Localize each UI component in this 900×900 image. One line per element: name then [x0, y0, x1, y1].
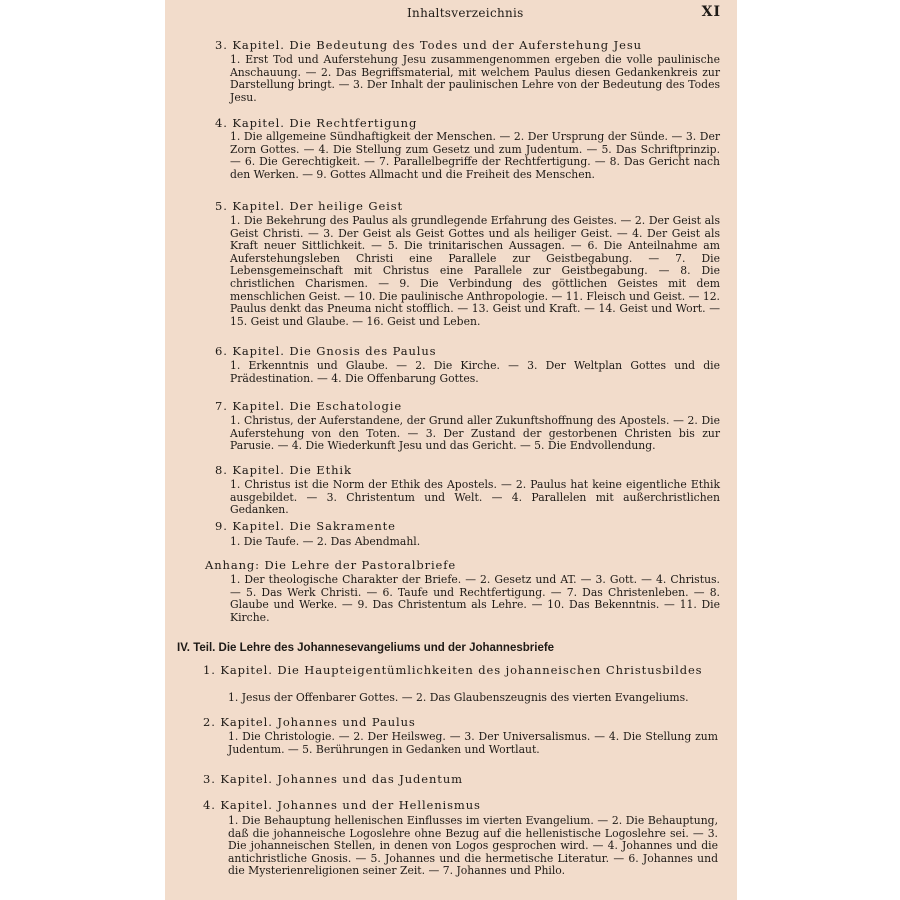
page-number: XI [701, 4, 721, 20]
chapter-contents: 1. Die Bekehrung des Paulus als grundlegende Erfahrung des Geistes. — 2. Der Geist als Geist Christi. — 3. Der Geist als Geist Gottes und als heiliger Geist. — 4. Der Geist als Kraft neuer Sittlichkeit. — 5. Die trinitarischen Aussagen. — 6. Die Anteilnahme am Auferstehungsleben Christi eine Parallele zur Geistbegabung. — 7. Die Lebensgemeinschaft mit Christus eine Parallele zur Geistbegabung. — 8. Die christlichen Charismen. — 9. Die Verbindung des göttlichen Geistes mit dem menschlichen Geist. — 10. Die paulinische Anthropologie. — 11. Fleisch und Geist. — 12. Paulus denkt das Pneuma nicht stofflich. — 13. Geist und Kraft. — 14. Geist und Wort. — 15. Geist und Glaube. — 16. Geist und Leben. [230, 214, 720, 328]
chapter-heading: 3. Kapitel. Die Bedeutung des Todes und der Auferstehung Jesu [215, 38, 642, 52]
chapter-heading: 4. Kapitel. Die Rechtfertigung [215, 116, 418, 130]
running-header: Inhaltsverzeichnis [407, 6, 524, 20]
chapter-contents: 1. Christus ist die Norm der Ethik des Apostels. — 2. Paulus hat keine eigentliche Ethik ausgebildet. — 3. Christentum und Welt. — 4. Parallelen mit außerchristlichen Gedanken. [230, 478, 720, 517]
chapter-contents: 1. Erkenntnis und Glaube. — 2. Die Kirche. — 3. Der Weltplan Gottes und die Prädestination. — 4. Die Offenbarung Gottes. [230, 359, 720, 385]
chapter-contents: 1. Die allgemeine Sündhaftigkeit der Menschen. — 2. Der Ursprung der Sünde. — 3. Der Zorn Gottes. — 4. Die Stellung zum Gesetz und zum Judentum. — 5. Das Schriftprinzip. — 6. Die Gerechtigkeit. — 7. Parallelbegriffe der Rechtfertigung. — 8. Das Gericht nach den Werken. — 9. Gottes Allmacht und die Freiheit des Menschen. [230, 130, 720, 181]
chapter-heading: 1. Kapitel. Die Haupteigentümlichkeiten des johanneischen Christusbildes [203, 663, 703, 677]
chapter-heading: 4. Kapitel. Johannes und der Hellenismus [203, 798, 481, 812]
chapter-heading: 3. Kapitel. Johannes und das Judentum [203, 772, 463, 786]
appendix-heading: Anhang: Die Lehre der Pastoralbriefe [205, 558, 457, 572]
chapter-heading: 9. Kapitel. Die Sakramente [215, 519, 396, 533]
chapter-contents: 1. Die Christologie. — 2. Der Heilsweg. — 3. Der Universalismus. — 4. Die Stellung zum Judentum. — 5. Berührungen in Gedanken und Wortlaut. [228, 730, 718, 756]
chapter-contents: 1. Die Taufe. — 2. Das Abendmahl. [230, 535, 421, 548]
chapter-contents: 1. Der theologische Charakter der Briefe. — 2. Gesetz und AT. — 3. Gott. — 4. Christus. — 5. Das Werk Christi. — 6. Taufe und Rechtfertigung. — 7. Das Christenleben. — 8. Glaube und Werke. — 9. Das Christentum als Lehre. — 10. Das Bekenntnis. — 11. Die Kirche. [230, 573, 720, 624]
part-iv-title: IV. Teil. Die Lehre des Johannesevangeliums und der Johannesbriefe [177, 642, 555, 654]
chapter-contents: 1. Christus, der Auferstandene, der Grund aller Zukunftshoffnung des Apostels. — 2. Die Auferstehung von den Toten. — 3. Der Zustand der gestorbenen Christen bis zur Parusie. — 4. Die Wiederkunft Jesu und das Gericht. — 5. Die Endvollendung. [230, 414, 720, 453]
book-page [165, 0, 737, 900]
chapter-heading: 8. Kapitel. Die Ethik [215, 463, 352, 477]
chapter-contents: 1. Jesus der Offenbarer Gottes. — 2. Das Glaubenszeugnis des vierten Evangeliums. [228, 691, 689, 704]
chapter-contents: 1. Erst Tod und Auferstehung Jesu zusammengenommen ergeben die volle paulinische Anschauung. — 2. Das Begriffsmaterial, mit welchem Paulus diesen Gedankenkreis zur Darstellung bringt. — 3. Der Inhalt der paulinischen Lehre von der Bedeutung des Todes Jesu. [230, 53, 720, 104]
chapter-heading: 5. Kapitel. Der heilige Geist [215, 199, 404, 213]
chapter-heading: 2. Kapitel. Johannes und Paulus [203, 715, 416, 729]
chapter-contents: 1. Die Behauptung hellenischen Einflusses im vierten Evangelium. — 2. Die Behauptung, daß die johanneische Logoslehre ohne Bezug auf die hellenistische Logoslehre sei. — 3. Die johanneischen Stellen, in denen von Logos gesprochen wird. — 4. Johannes und die antichristliche Gnosis. — 5. Johannes und die hermetische Literatur. — 6. Johannes und die Mysterienreligionen seiner Zeit. — 7. Johannes und Philo. [228, 814, 718, 878]
chapter-heading: 6. Kapitel. Die Gnosis des Paulus [215, 344, 437, 358]
chapter-heading: 7. Kapitel. Die Eschatologie [215, 399, 403, 413]
